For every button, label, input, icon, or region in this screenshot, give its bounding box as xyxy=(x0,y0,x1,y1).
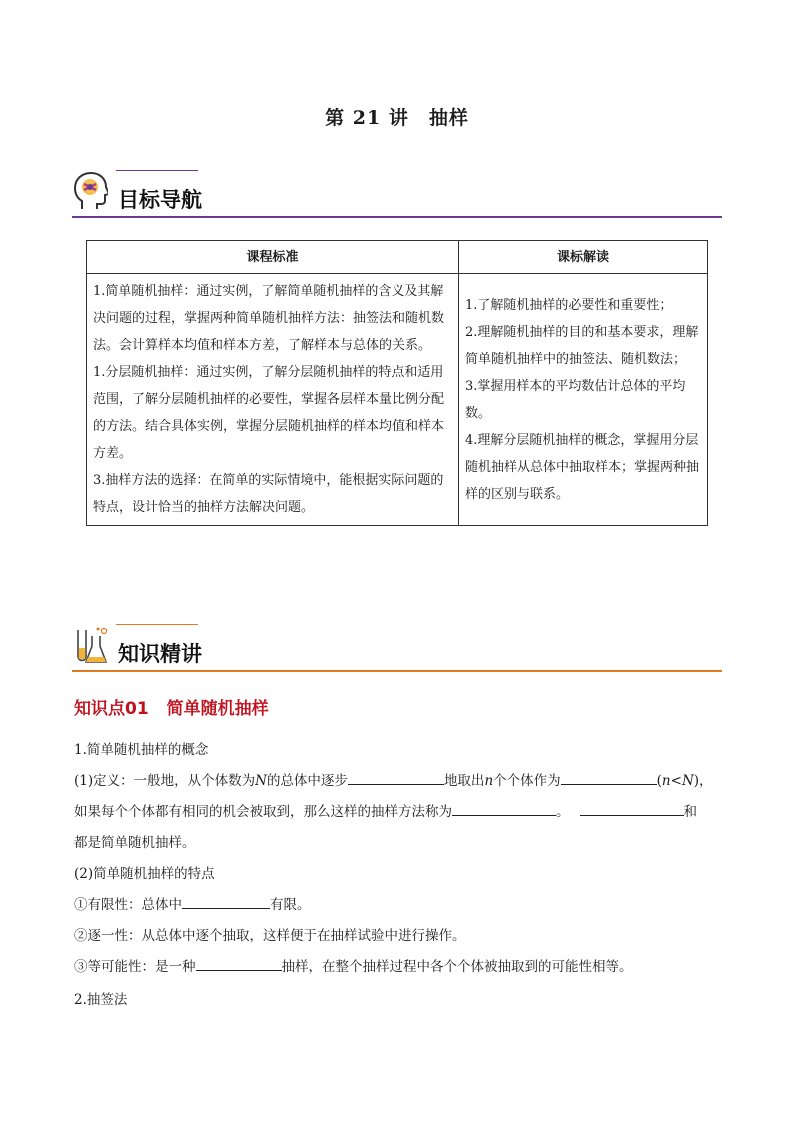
table-cell-interpretation xyxy=(459,274,708,526)
section-title: 目标导航 xyxy=(118,188,202,212)
var-N: N xyxy=(681,773,694,789)
content-line: (2)简单随机抽样的特点 xyxy=(74,866,215,882)
head-brain-icon xyxy=(74,172,108,212)
header-top-line xyxy=(116,624,198,625)
text: ③等可能性：是一种 xyxy=(74,959,196,975)
section-header-knowledge xyxy=(72,624,722,676)
feature-line: ②逐一性：从总体中逐个抽取，这样便于在抽样试验中进行操作。 xyxy=(74,928,466,944)
header-top-line xyxy=(116,170,198,171)
var-n: n xyxy=(661,773,671,789)
standard-item: 1.分层随机抽样：通过实例，了解分层随机抽样的特点和适用范围，了解分层随机抽样的必要性，掌握各层样本量比例分配的方法。结合具体实例，掌握分层随机抽样的样本均值和样本方差。 xyxy=(93,365,445,461)
fill-blank[interactable] xyxy=(182,894,270,909)
knowledge-point-name: 简单随机抽样 xyxy=(166,699,269,719)
table-header-row xyxy=(87,241,708,274)
fill-blank[interactable] xyxy=(348,770,444,785)
table-header: 课程标准 xyxy=(87,241,459,274)
standards-table xyxy=(86,240,708,526)
interpretation-item: 2.理解随机抽样的目的和基本要求，理解简单随机抽样中的抽签法、随机数法； xyxy=(465,324,699,367)
var-N: N xyxy=(255,773,267,789)
section-title: 知识精讲 xyxy=(118,642,202,666)
text: 。 xyxy=(556,804,570,820)
feature-line xyxy=(74,893,311,913)
text: (1)定义：一般地，从个体数为 xyxy=(74,773,256,789)
table-cell-standards xyxy=(87,274,459,526)
text: < xyxy=(670,773,682,789)
text: 如果每个个体都有相同的机会被取到，那么这样的抽样方法称为 xyxy=(74,804,452,820)
fill-blank[interactable] xyxy=(196,956,282,971)
standard-item: 3.抽样方法的选择：在简单的实际情境中，能根据实际问题的特点，设计恰当的抽样方法解决问题。 xyxy=(93,473,444,515)
standard-item: 1.简单随机抽样：通过实例，了解简单随机抽样的含义及其解决问题的过程，掌握两种简单随机抽样方法：抽签法和随机数法。会计算样本均值和样本方差，了解样本与总体的关系。 xyxy=(93,284,445,353)
definition-line xyxy=(74,769,713,789)
text: 个个体作为 xyxy=(493,773,561,789)
interpretation-item: 4.理解分层随机抽样的概念，掌握用分层随机抽样从总体中抽取样本；掌握两种抽样的区别与联系。 xyxy=(465,432,700,502)
flask-icon xyxy=(74,626,108,666)
section-rule xyxy=(72,670,722,672)
table-header: 课标解读 xyxy=(459,241,708,274)
text: 地取出 xyxy=(443,773,485,789)
definition-line xyxy=(74,800,697,820)
page-title: 第 21 讲 抽样 xyxy=(325,107,469,129)
table-row xyxy=(87,274,708,526)
text: )， xyxy=(693,773,713,789)
interpretation-item: 1.了解随机抽样的必要性和重要性； xyxy=(465,297,673,313)
content-line: 2.抽签法 xyxy=(74,992,128,1008)
var-n: n xyxy=(484,773,494,789)
text: 和 xyxy=(683,804,697,820)
feature-line xyxy=(74,955,633,975)
text: ①有限性：总体中 xyxy=(74,897,182,913)
content-line: 都是简单随机抽样。 xyxy=(74,835,196,851)
knowledge-point-number: 知识点01 xyxy=(74,699,149,719)
text: 有限。 xyxy=(270,897,311,913)
text: 的总体中逐步 xyxy=(266,773,348,789)
fill-blank[interactable] xyxy=(580,801,684,816)
content-line: 1.简单随机抽样的概念 xyxy=(74,742,209,758)
text: 抽样，在整个抽样过程中各个个体被抽取到的可能性相等。 xyxy=(281,959,633,975)
section-header-goals xyxy=(72,170,722,222)
interpretation-item: 3.掌握用样本的平均数估计总体的平均数。 xyxy=(465,378,686,421)
section-rule xyxy=(72,216,722,218)
text: ( xyxy=(656,773,662,789)
fill-blank[interactable] xyxy=(561,770,657,785)
knowledge-point-heading xyxy=(74,694,269,719)
fill-blank[interactable] xyxy=(452,801,556,816)
